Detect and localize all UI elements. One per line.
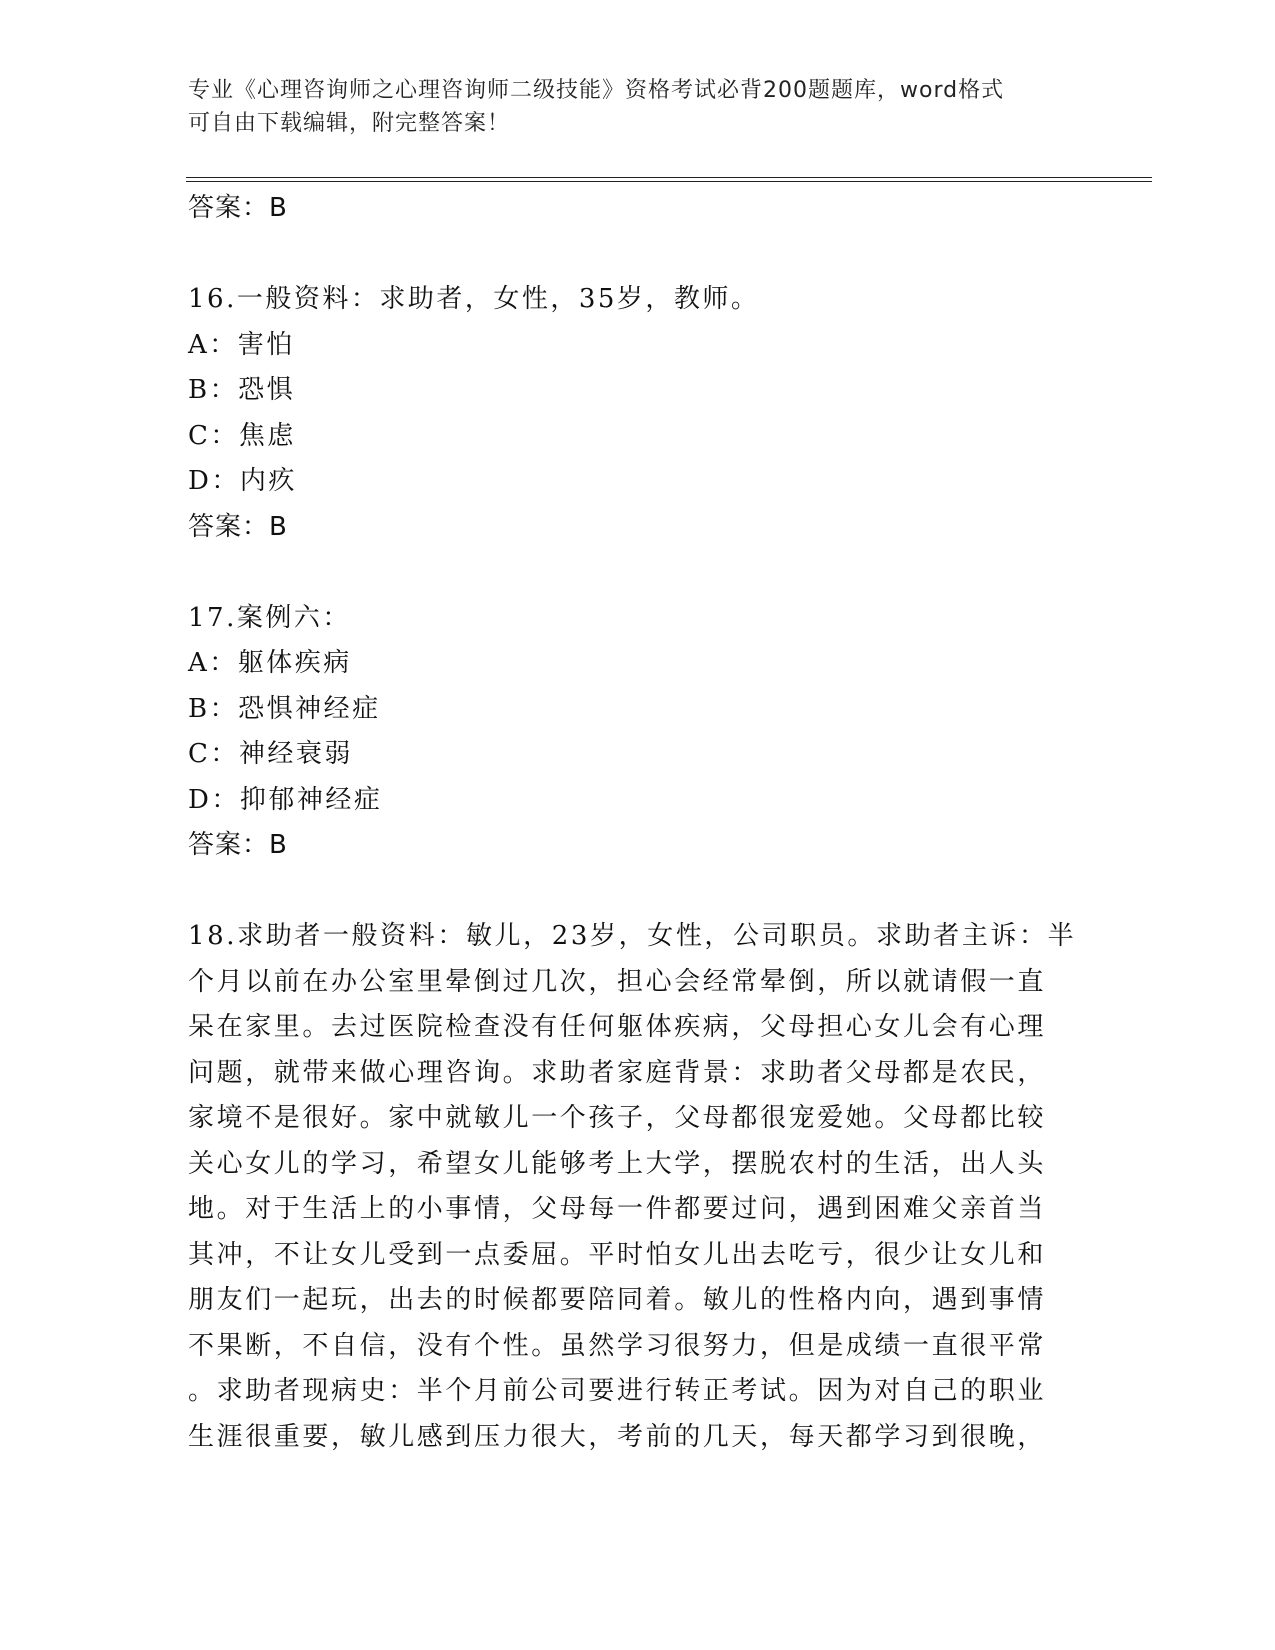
question-18-line: 其冲，不让女儿受到一点委屈。平时怕女儿出去吃亏，很少让女儿和 (188, 1239, 1047, 1270)
question-18-line: 问题，就带来做心理咨询。求助者家庭背景：求助者父母都是农民， (188, 1057, 1047, 1088)
question-16-option-d: D：内疚 (188, 466, 297, 496)
question-16-stem: 16.一般资料：求助者，女性，35岁，教师。 (188, 284, 760, 314)
question-16 (188, 277, 1088, 550)
question-18-line: 18.求助者一般资料：敏儿，23岁，女性，公司职员。求助者主诉：半 (188, 921, 1077, 951)
question-17-answer: 答案：B (188, 830, 288, 860)
question-18-line: 个月以前在办公室里晕倒过几次，担心会经常晕倒，所以就请假一直 (188, 966, 1047, 997)
question-17-option-d: D：抑郁神经症 (188, 784, 383, 815)
document-body (188, 186, 1088, 1460)
question-18-line: 地。对于生活上的小事情，父母每一件都要过问，遇到困难父亲首当 (188, 1194, 1047, 1224)
header-divider-top (186, 177, 1152, 178)
question-17-stem: 17.案例六： (188, 602, 351, 633)
question-16-option-b: B：恐惧 (188, 375, 296, 405)
header-title-line-1: 专业《心理咨询师之心理咨询师二级技能》资格考试必背200题题库，word格式 (188, 78, 1005, 103)
question-16-answer: 答案：B (188, 511, 288, 542)
header-divider-bottom (186, 181, 1152, 182)
question-16-option-a: A：害怕 (188, 329, 295, 360)
spacer (188, 232, 1088, 278)
spacer (188, 869, 1088, 915)
question-17-option-c: C：神经衰弱 (188, 739, 353, 769)
question-18-line: 生涯很重要，敏儿感到压力很大，考前的几天，每天都学习到很晚， (188, 1421, 1047, 1452)
question-18-line: 关心女儿的学习，希望女儿能够考上大学，摆脱农村的生活，出人头 (188, 1148, 1047, 1179)
question-18-line: 。求助者现病史：半个月前公司要进行转正考试。因为对自己的职业 (188, 1376, 1047, 1406)
question-17 (188, 596, 1088, 869)
question-18-line: 不果断，不自信，没有个性。虽然学习很努力，但是成绩一直很平常 (188, 1330, 1047, 1361)
question-18-line: 呆在家里。去过医院检查没有任何躯体疾病，父母担心女儿会有心理 (188, 1012, 1047, 1042)
answer-previous-question: 答案：B (188, 193, 288, 223)
question-16-option-c: C：焦虑 (188, 420, 296, 451)
header-title-line-2: 可自由下载编辑，附完整答案！ (188, 111, 511, 136)
document-header (188, 74, 1068, 140)
question-18-line: 朋友们一起玩，出去的时候都要陪同着。敏儿的性格内向，遇到事情 (188, 1285, 1047, 1315)
question-18 (188, 914, 1088, 1460)
question-17-option-b: B：恐惧神经症 (188, 693, 381, 724)
question-17-option-a: A：躯体疾病 (188, 648, 352, 678)
spacer (188, 550, 1088, 596)
question-18-line: 家境不是很好。家中就敏儿一个孩子，父母都很宠爱她。父母都比较 (188, 1103, 1047, 1133)
